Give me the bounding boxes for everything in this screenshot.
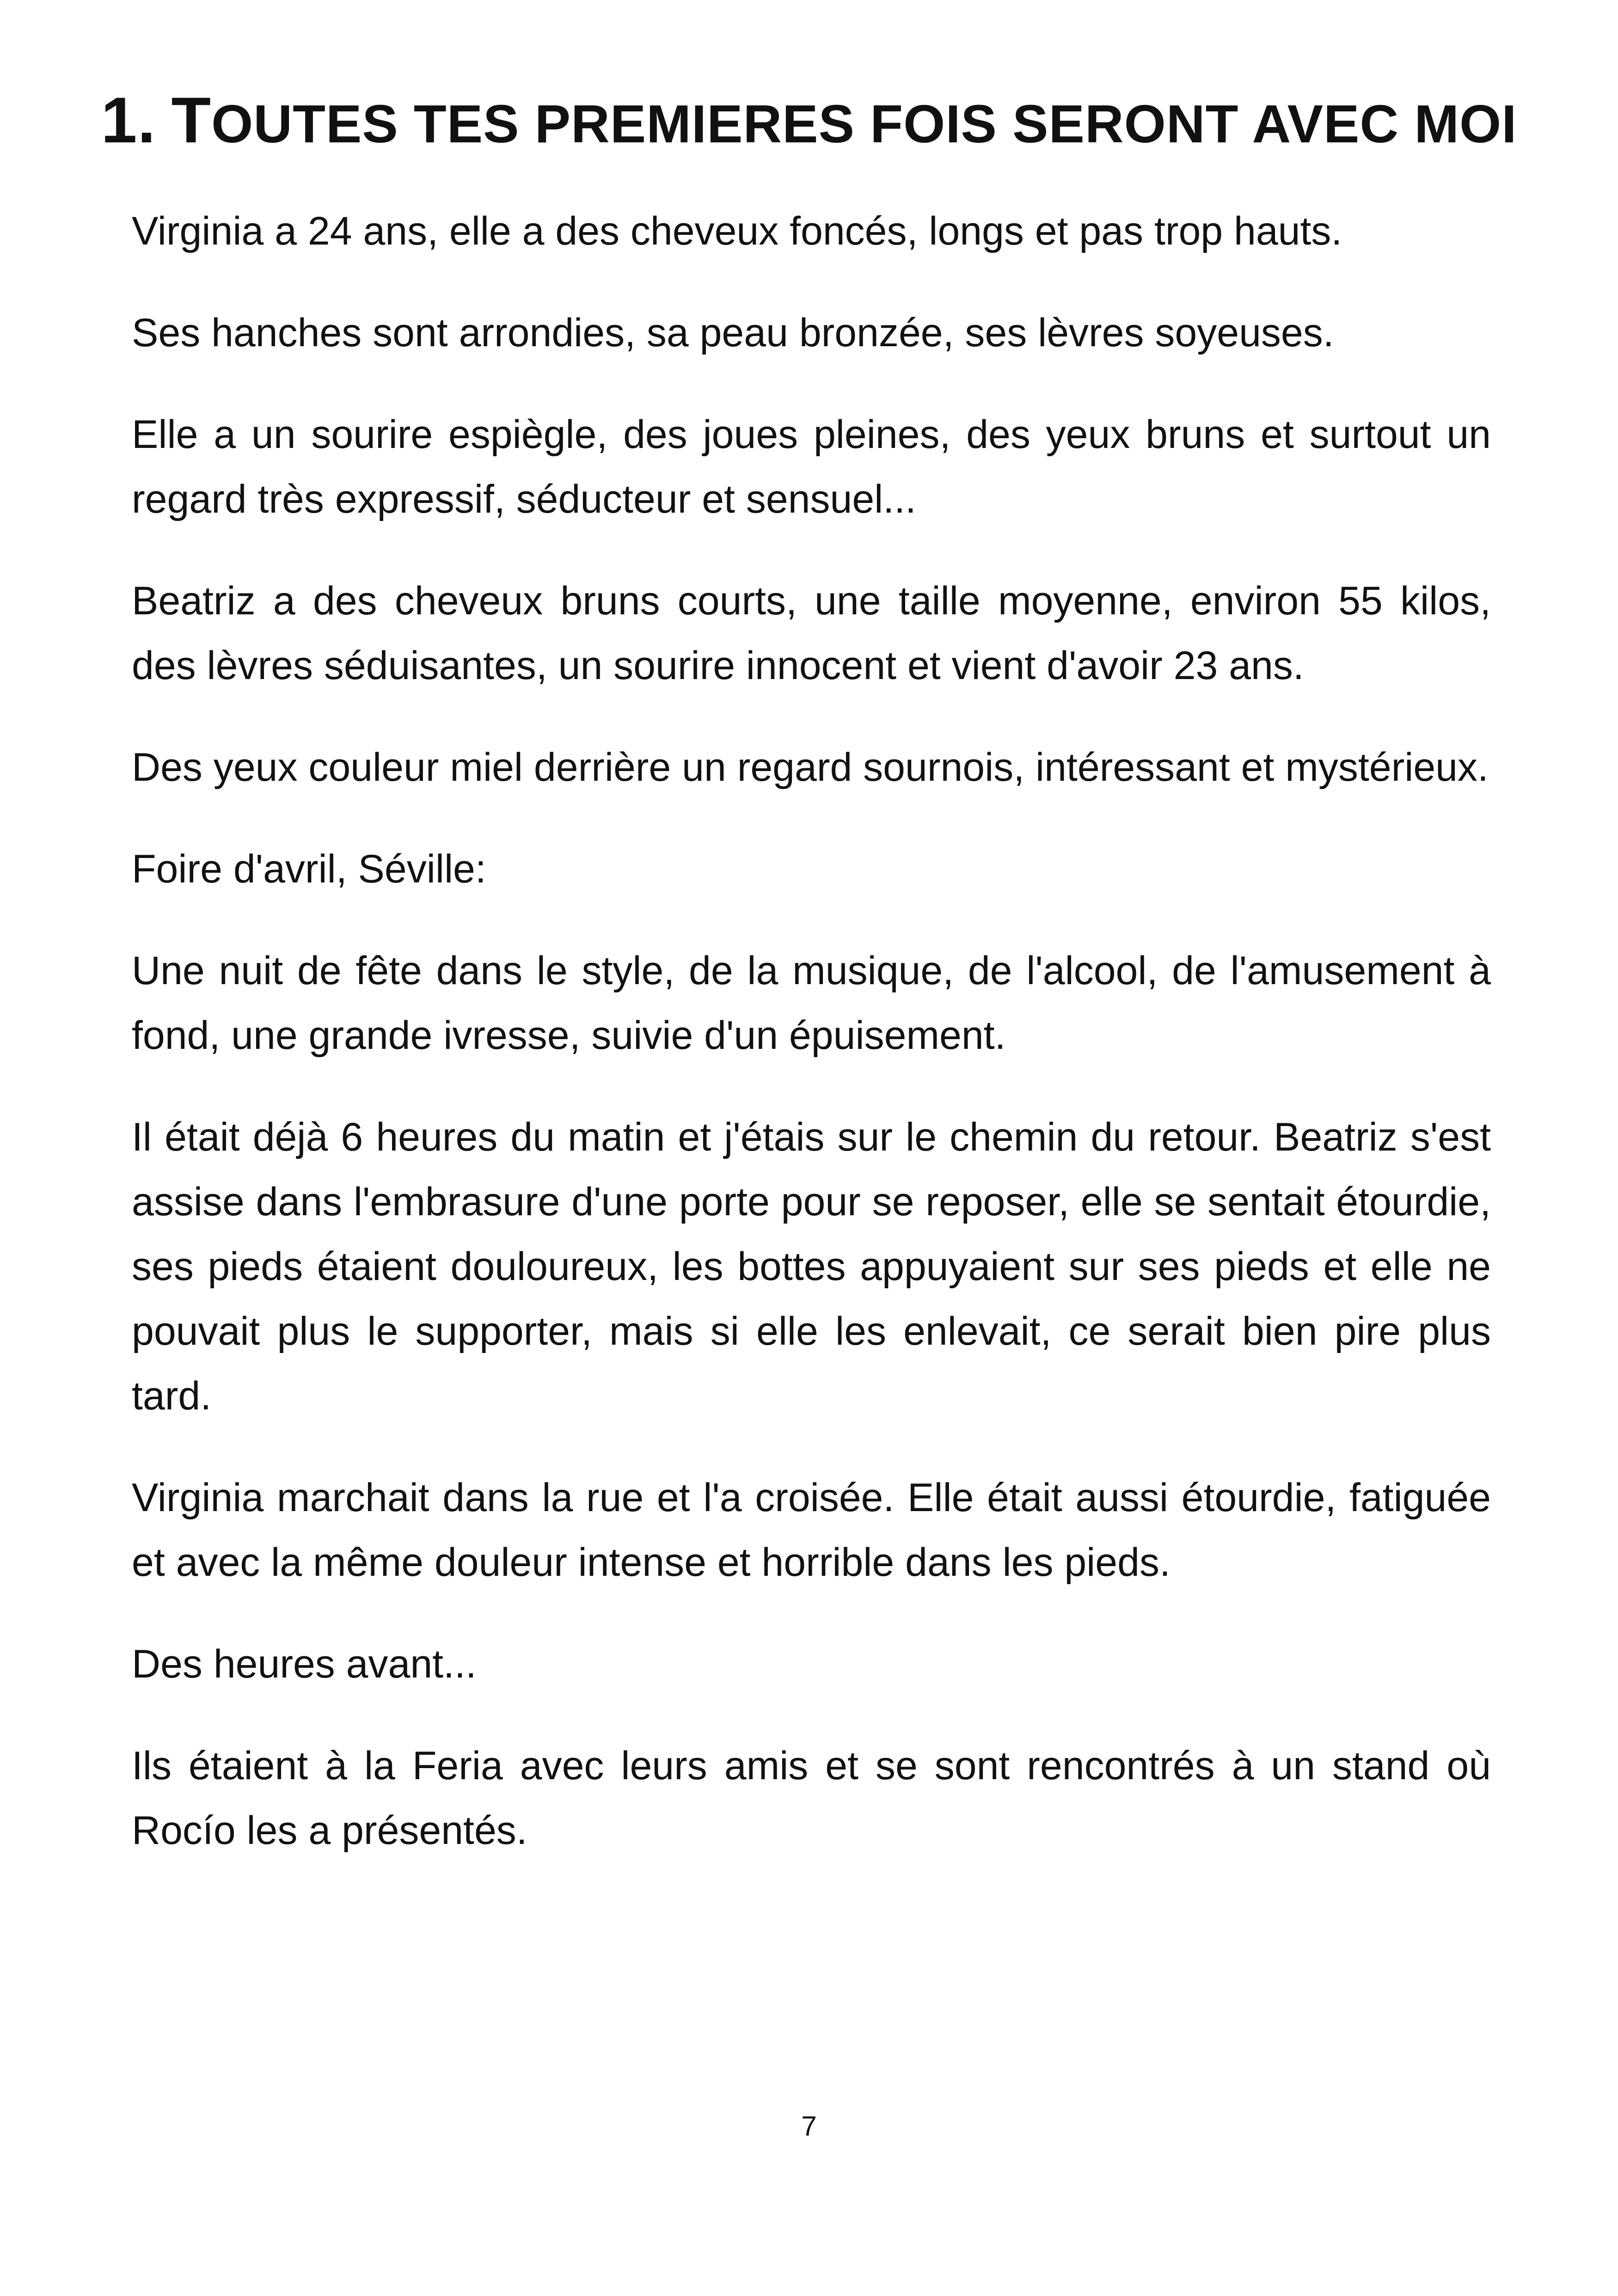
- chapter-title-rest: OUTES TES PREMIERES FOIS SERONT AVEC MOI: [211, 94, 1517, 154]
- paragraph: Une nuit de fête dans le style, de la musique, de l'alcool, de l'amusement à fond, une grande ivresse, suivie d'un épuisement.: [132, 949, 1491, 1058]
- page-number: 7: [801, 2111, 817, 2142]
- paragraph: Ses hanches sont arrondies, sa peau bronzée, ses lèvres soyeuses.: [132, 311, 1334, 355]
- chapter-title-initial: T: [171, 84, 212, 156]
- paragraph: Elle a un sourire espiègle, des joues pleines, des yeux bruns et surtout un regard très expressif, séducteur et sensuel...: [132, 412, 1491, 521]
- paragraph: Des yeux couleur miel derrière un regard sournois, intéressant et mystérieux.: [132, 745, 1489, 790]
- paragraph: Virginia marchait dans la rue et l'a croisée. Elle était aussi étourdie, fatiguée et avec la même douleur intense et horrible dans les pieds.: [132, 1476, 1491, 1585]
- chapter-number: 1.: [101, 84, 156, 156]
- paragraph: Beatriz a des cheveux bruns courts, une taille moyenne, environ 55 kilos, des lèvres séduisantes, un sourire innocent et vient d'avoir 23 ans.: [132, 579, 1491, 688]
- paragraph: Il était déjà 6 heures du matin et j'étais sur le chemin du retour. Beatriz s'est assise dans l'embrasure d'une porte pour se reposer, elle se sentait étourdie, ses pieds étaient douloureux, les bottes appuyaient sur ses pieds et elle ne pouvait plus le supporter, mais si elle les enlevait, ce serait bien pire plus tard.: [132, 1115, 1491, 1418]
- chapter-title: [0, 83, 1618, 161]
- paragraph: Des heures avant...: [132, 1642, 477, 1686]
- paragraph: Foire d'avril, Séville:: [132, 847, 486, 891]
- chapter-body: [132, 199, 1491, 1900]
- paragraph: Virginia a 24 ans, elle a des cheveux foncés, longs et pas trop hauts.: [132, 209, 1342, 253]
- paragraph: Ils étaient à la Feria avec leurs amis et se sont rencontrés à un stand où Rocío les a présentés.: [132, 1744, 1491, 1853]
